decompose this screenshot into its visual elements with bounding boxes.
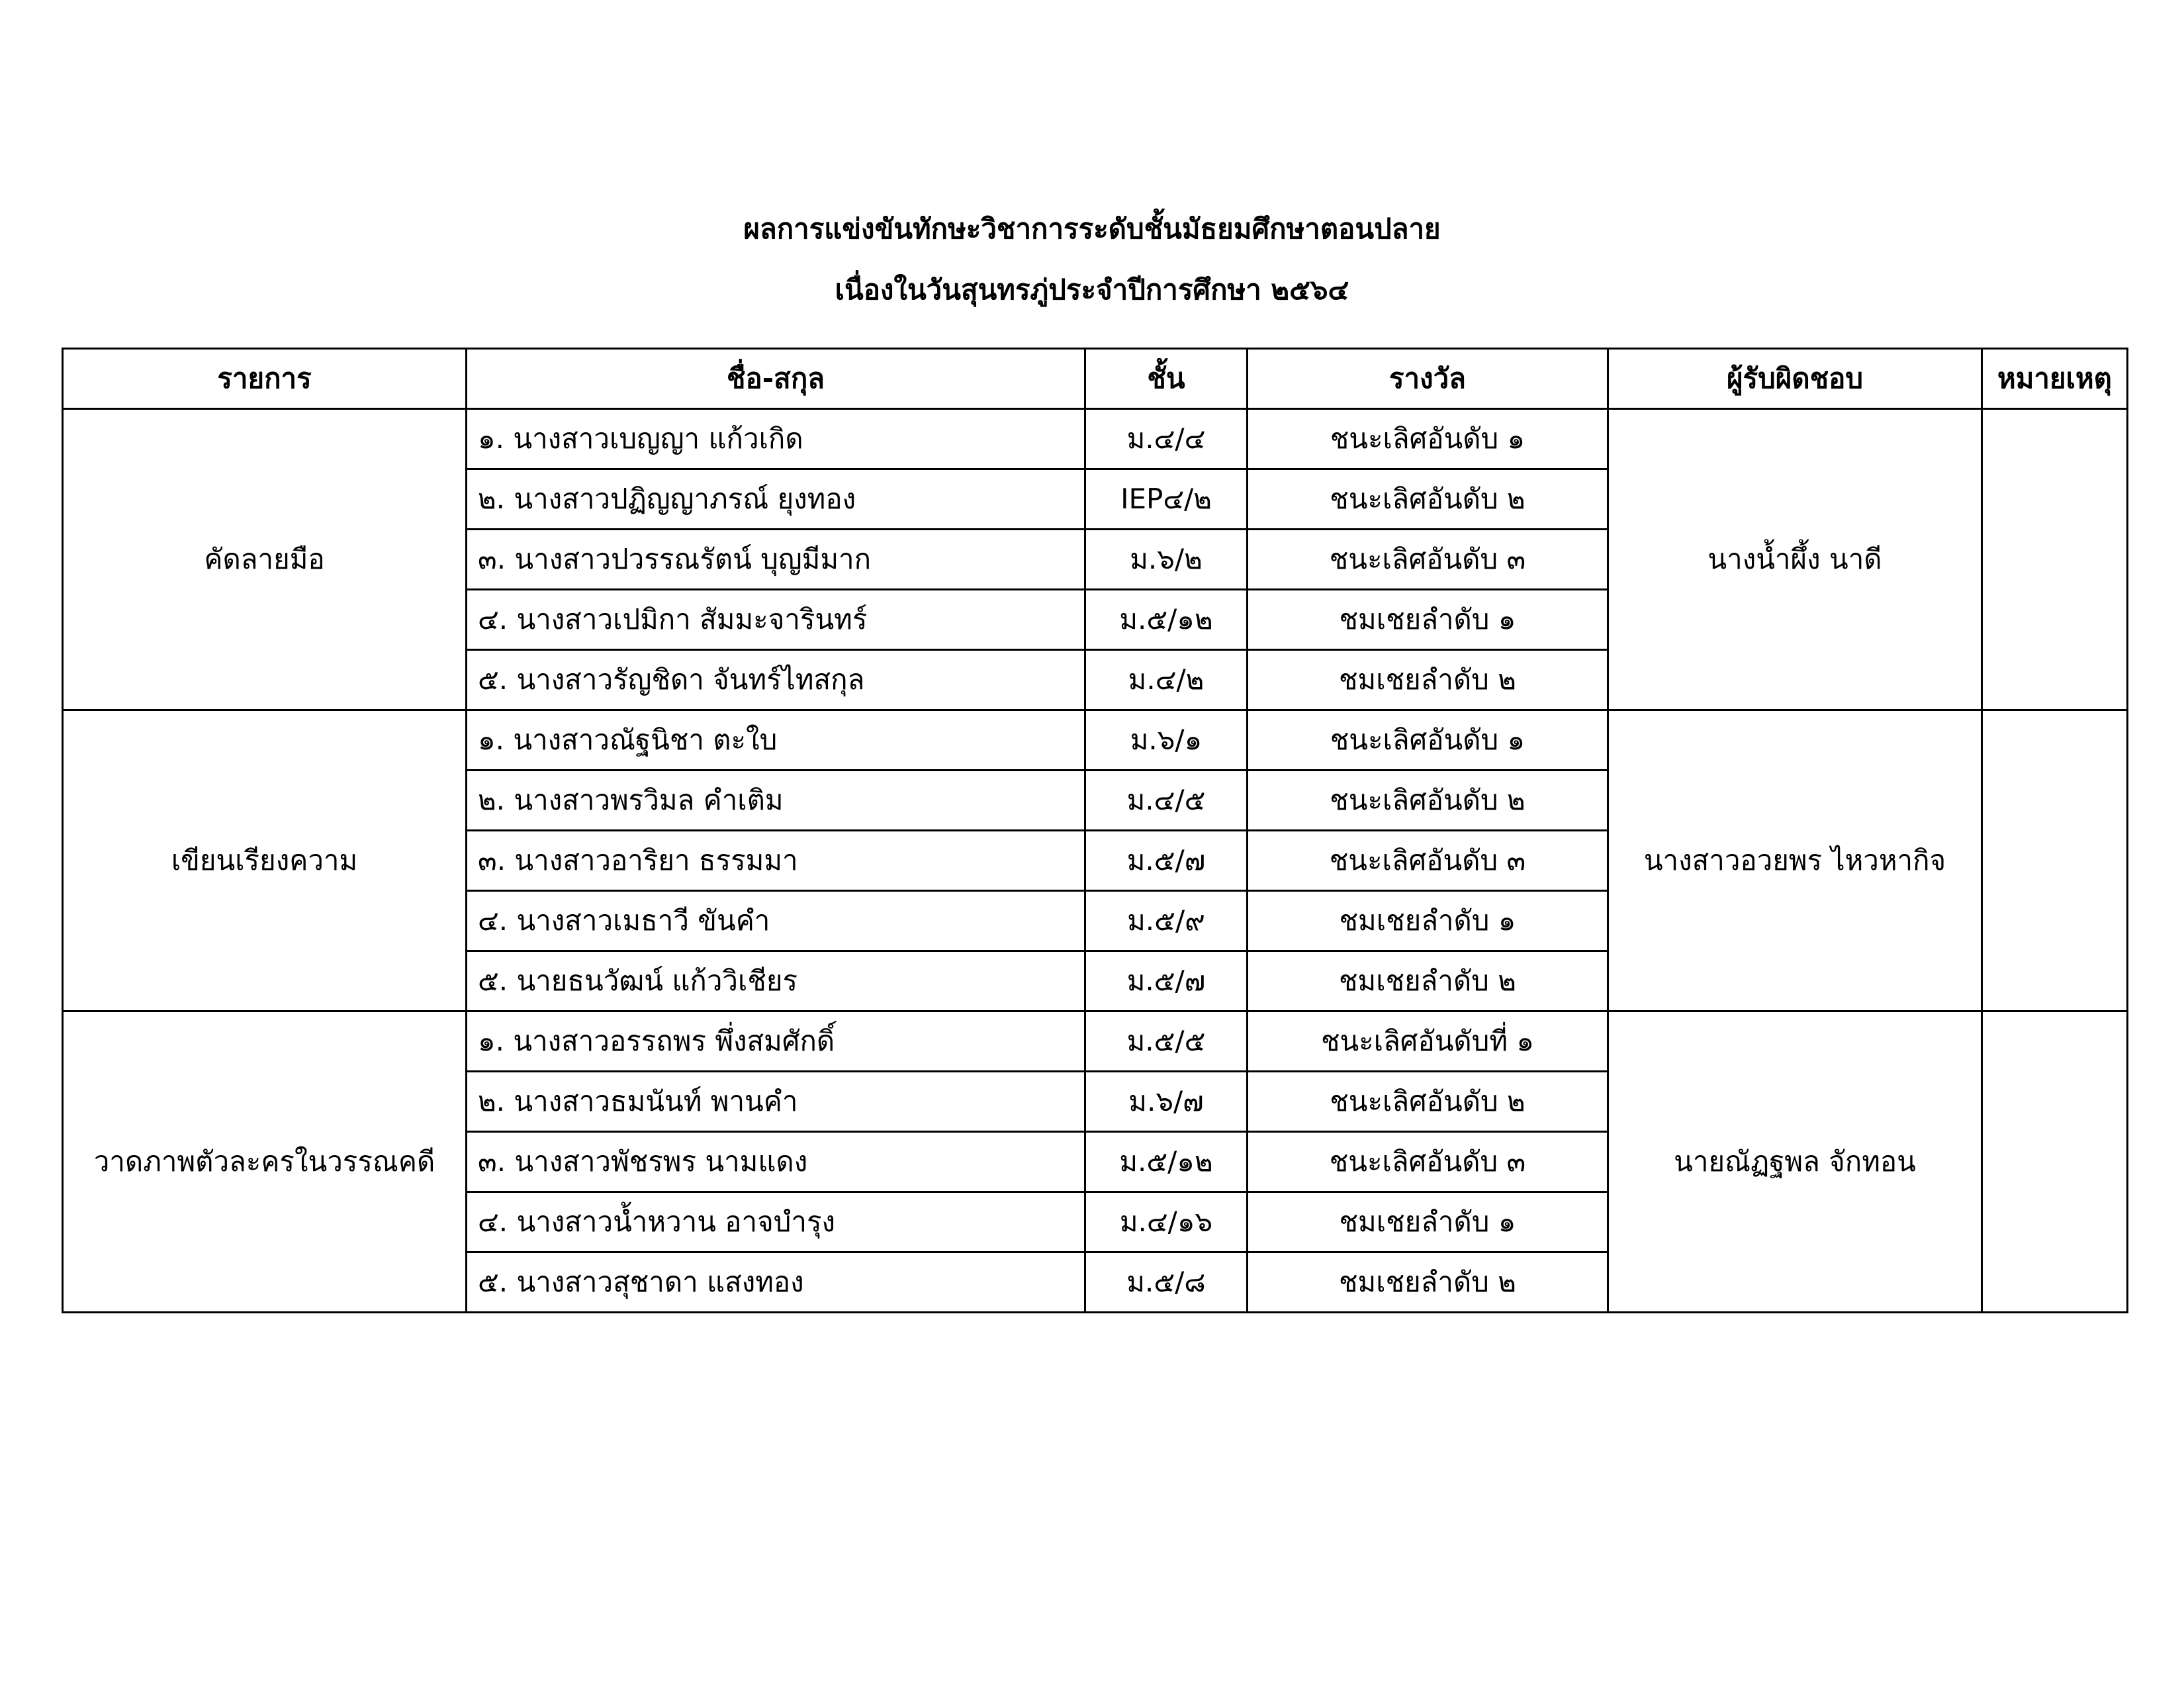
header-event: รายการ <box>63 349 467 409</box>
class-cell: ม.๕/๘ <box>1085 1252 1248 1313</box>
award-cell: ชนะเลิศอันดับ ๑ <box>1248 409 1608 469</box>
class-cell: ม.๖/๗ <box>1085 1072 1248 1132</box>
class-cell: ม.๕/๕ <box>1085 1011 1248 1072</box>
supervisor-cell: นางน้ำผึ้ง นาดี <box>1608 409 1982 710</box>
name-cell: ๒. นางสาวปฏิญญาภรณ์ ยุงทอง <box>467 469 1085 530</box>
award-cell: ชนะเลิศอันดับ ๓ <box>1248 831 1608 891</box>
results-body <box>63 409 2128 1313</box>
award-cell: ชมเชยลำดับ ๒ <box>1248 1252 1608 1313</box>
award-cell: ชนะเลิศอันดับ ๓ <box>1248 1132 1608 1192</box>
class-cell: ม.๕/๑๒ <box>1085 1132 1248 1192</box>
award-cell: ชนะเลิศอันดับ ๓ <box>1248 530 1608 590</box>
results-table <box>62 348 2128 1313</box>
title-line-2: เนื่องในวันสุนทรภู่ประจำปีการศึกษา ๒๕๖๔ <box>835 273 1349 306</box>
class-cell: ม.๕/๗ <box>1085 951 1248 1011</box>
header-name: ชื่อ-สกุล <box>467 349 1085 409</box>
name-cell: ๔. นางสาวเมธาวี ขันคำ <box>467 891 1085 951</box>
award-cell: ชนะเลิศอันดับที่ ๑ <box>1248 1011 1608 1072</box>
award-cell: ชนะเลิศอันดับ ๑ <box>1248 710 1608 771</box>
header-note: หมายเหตุ <box>1982 349 2128 409</box>
award-cell: ชมเชยลำดับ ๑ <box>1248 1192 1608 1252</box>
name-cell: ๑. นางสาวณัฐนิชา ตะใบ <box>467 710 1085 771</box>
class-cell: ม.๕/๑๒ <box>1085 590 1248 650</box>
table-row <box>63 710 2128 771</box>
award-cell: ชนะเลิศอันดับ ๒ <box>1248 469 1608 530</box>
class-cell: ม.๖/๑ <box>1085 710 1248 771</box>
document-title <box>0 199 2184 320</box>
class-cell: ม.๔/๔ <box>1085 409 1248 469</box>
award-cell: ชนะเลิศอันดับ ๒ <box>1248 1072 1608 1132</box>
award-cell: ชมเชยลำดับ ๒ <box>1248 650 1608 710</box>
supervisor-cell: นายณัฏฐพล จักทอน <box>1608 1011 1982 1313</box>
header-class: ชั้น <box>1085 349 1248 409</box>
name-cell: ๕. นางสาวสุชาดา แสงทอง <box>467 1252 1085 1313</box>
name-cell: ๒. นางสาวธมนันท์ พานคำ <box>467 1072 1085 1132</box>
class-cell: ม.๔/๒ <box>1085 650 1248 710</box>
name-cell: ๓. นางสาวปวรรณรัตน์ บุญมีมาก <box>467 530 1085 590</box>
event-cell: วาดภาพตัวละครในวรรณคดี <box>63 1011 467 1313</box>
name-cell: ๔. นางสาวน้ำหวาน อาจบำรุง <box>467 1192 1085 1252</box>
supervisor-cell: นางสาวอวยพร ไหวหากิจ <box>1608 710 1982 1011</box>
name-cell: ๔. นางสาวเปมิกา สัมมะจารินทร์ <box>467 590 1085 650</box>
class-cell: ม.๔/๑๖ <box>1085 1192 1248 1252</box>
class-cell: IEP๔/๒ <box>1085 469 1248 530</box>
class-cell: ม.๕/๙ <box>1085 891 1248 951</box>
name-cell: ๓. นางสาวอาริยา ธรรมมา <box>467 831 1085 891</box>
award-cell: ชมเชยลำดับ ๒ <box>1248 951 1608 1011</box>
header-row <box>63 349 2128 409</box>
class-cell: ม.๔/๕ <box>1085 771 1248 831</box>
table-row <box>63 1011 2128 1072</box>
class-cell: ม.๕/๗ <box>1085 831 1248 891</box>
award-cell: ชมเชยลำดับ ๑ <box>1248 590 1608 650</box>
title-line-1: ผลการแข่งขันทักษะวิชาการระดับชั้นมัธยมศึกษาตอนปลาย <box>743 212 1441 245</box>
award-cell: ชมเชยลำดับ ๑ <box>1248 891 1608 951</box>
name-cell: ๑. นางสาวอรรถพร พึ่งสมศักดิ์ <box>467 1011 1085 1072</box>
event-cell: เขียนเรียงความ <box>63 710 467 1011</box>
name-cell: ๓. นางสาวพัชรพร นามแดง <box>467 1132 1085 1192</box>
class-cell: ม.๖/๒ <box>1085 530 1248 590</box>
note-cell <box>1982 409 2128 710</box>
header-supervisor: ผู้รับผิดชอบ <box>1608 349 1982 409</box>
name-cell: ๕. นางสาวรัญชิดา จันทร์ไทสกุล <box>467 650 1085 710</box>
award-cell: ชนะเลิศอันดับ ๒ <box>1248 771 1608 831</box>
note-cell <box>1982 1011 2128 1313</box>
name-cell: ๒. นางสาวพรวิมล คำเติม <box>467 771 1085 831</box>
note-cell <box>1982 710 2128 1011</box>
header-award: รางวัล <box>1248 349 1608 409</box>
table-row <box>63 409 2128 469</box>
name-cell: ๑. นางสาวเบญญา แก้วเกิด <box>467 409 1085 469</box>
event-cell: คัดลายมือ <box>63 409 467 710</box>
name-cell: ๕. นายธนวัฒน์ แก้ววิเชียร <box>467 951 1085 1011</box>
